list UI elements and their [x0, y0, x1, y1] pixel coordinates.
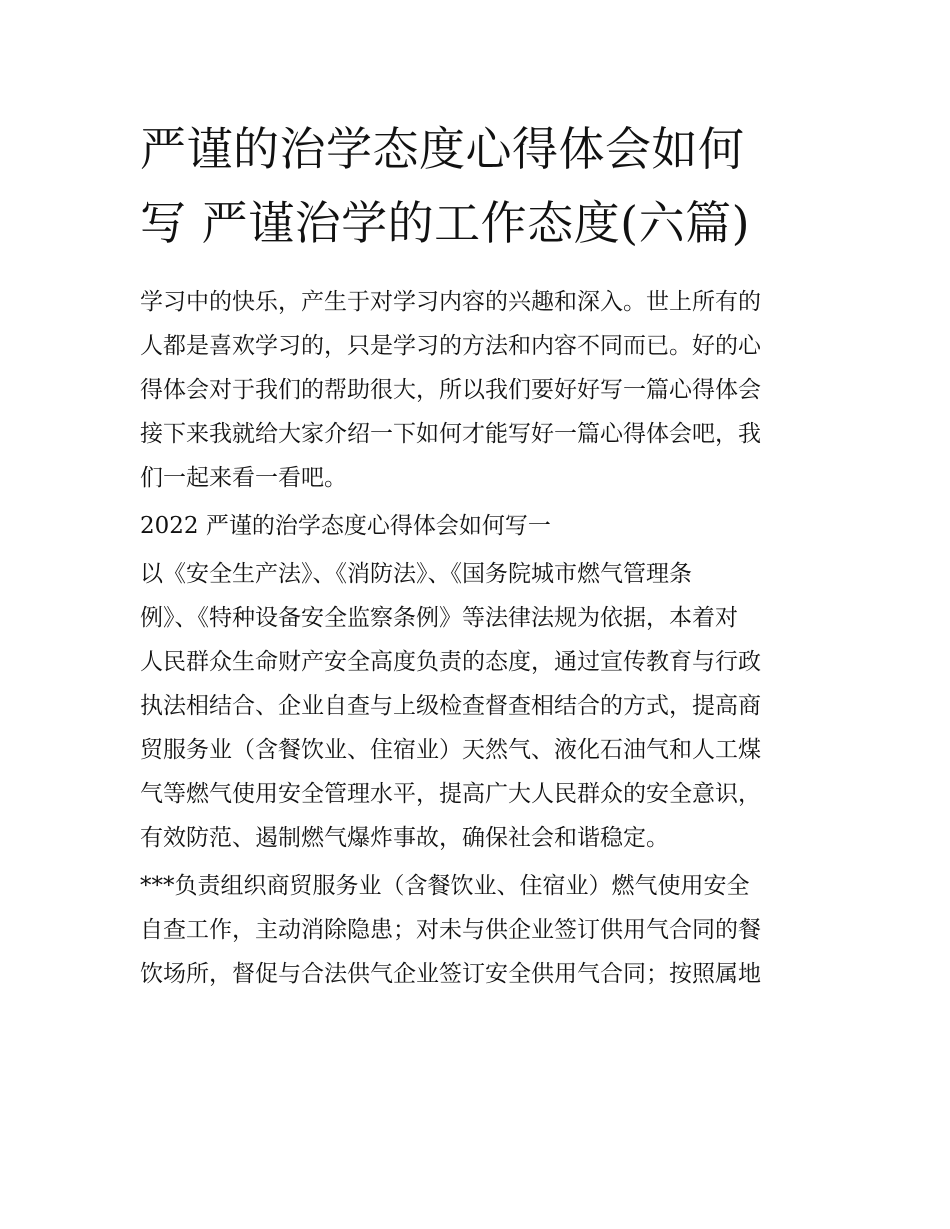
text-line: 学习中的快乐，产生于对学习内容的兴趣和深入。世上所有的 [140, 289, 761, 315]
text-line: 人民群众生命财产安全高度负责的态度，通过宣传教育与行政 [140, 649, 761, 675]
text-line: 气等燃气使用安全管理水平，提高广大人民群众的安全意识， [140, 781, 761, 807]
title-line: 严谨的治学态度心得体会如何 [140, 122, 745, 176]
text-line: 执法相结合、企业自查与上级检查督查相结合的方式，提高商 [140, 693, 761, 719]
title-line: 写 严谨治学的工作态度(六篇) [140, 196, 751, 250]
intro-paragraph [140, 280, 820, 500]
text-line: 自查工作，主动消除隐患；对未与供企业签订供用气合同的餐 [140, 917, 761, 943]
text-line: 以《安全生产法》、《消防法》、《国务院城市燃气管理条 [140, 561, 692, 587]
text-line: 们一起来看一看吧。 [140, 465, 347, 491]
document-body [140, 280, 820, 1000]
text-line: 饮场所，督促与合法供气企业签订安全供用气合同；按照属地 [140, 961, 761, 987]
text-line: 人都是喜欢学习的，只是学习的方法和内容不同而已。好的心 [140, 333, 761, 359]
text-line: ***负责组织商贸服务业（含餐饮业、住宿业）燃气使用安全 [140, 873, 750, 899]
text-line: 贸服务业（含餐饮业、住宿业）天然气、液化石油气和人工煤 [140, 737, 761, 763]
document-title [140, 112, 820, 260]
text-line: 接下来我就给大家介绍一下如何才能写好一篇心得体会吧，我 [140, 421, 761, 447]
text-line: 得体会对于我们的帮助很大，所以我们要好好写一篇心得体会 [140, 377, 761, 403]
section-heading-text: 2022 严谨的治学态度心得体会如何写一 [140, 513, 551, 539]
text-line: 例》、《特种设备安全监察条例》等法律法规为依据，本着对 [140, 605, 738, 631]
text-line: 有效防范、遏制燃气爆炸事故，确保社会和谐稳定。 [140, 825, 669, 851]
body-paragraph [140, 864, 820, 996]
body-paragraph [140, 552, 820, 860]
section-heading [140, 504, 820, 548]
